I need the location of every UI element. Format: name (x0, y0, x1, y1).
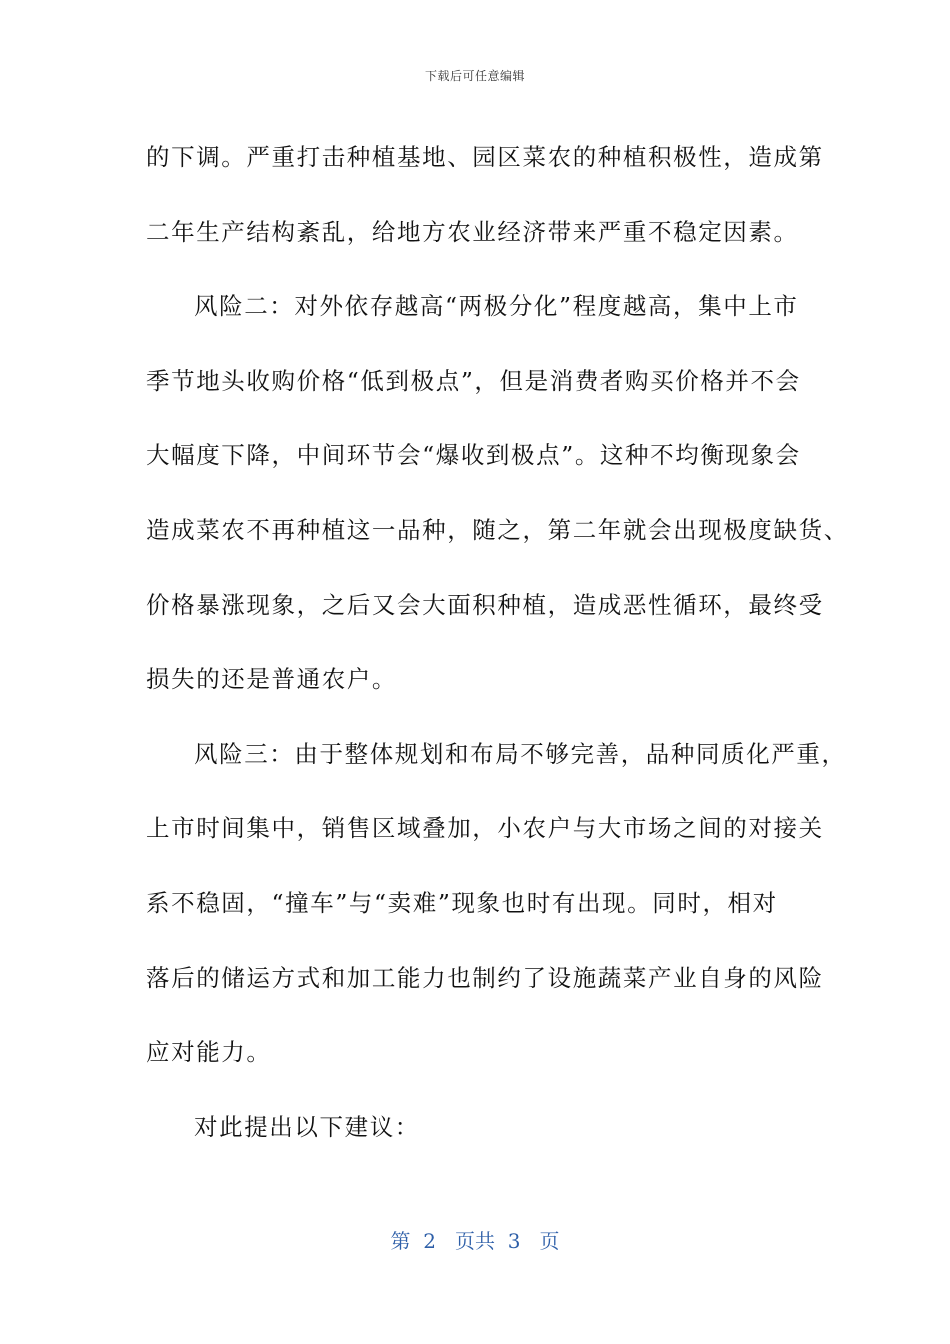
text-line: 落后的储运方式和加工能力也制约了设施蔬菜产业自身的风险 (146, 963, 824, 992)
document-body (146, 120, 849, 1164)
text-line: 上市时间集中，销售区域叠加，小农户与大市场之间的对接关 (146, 814, 824, 843)
page-number: 第 2 页共 3 页 (390, 1229, 560, 1253)
text-line: 的下调。严重打击种植基地、园区菜农的种植积极性，造成第 (146, 143, 824, 171)
text-line: 价格暴涨现象，之后又会大面积种植，造成恶性循环，最终受 (146, 590, 824, 619)
text-line: 应对能力。 (146, 1038, 272, 1067)
text-line: 大幅度下降，中间环节会“爆收到极点”。这种不均衡现象会 (146, 441, 801, 470)
text-line: 二年生产结构紊乱，给地方农业经济带来严重不稳定因素。 (146, 217, 799, 246)
paragraph-start-line: 风险二：对外依存越高“两极分化”程度越高，集中上市 (194, 292, 799, 321)
paragraph-start-line: 对此提出以下建议： (194, 1112, 420, 1141)
text-line: 季节地头收购价格“低到极点”，但是消费者购买价格并不会 (146, 366, 801, 395)
paragraph-start-line: 风险三：由于整体规划和布局不够完善，品种同质化严重， (194, 739, 847, 768)
text-line: 损失的还是普通农户。 (146, 665, 397, 694)
header-note: 下载后可任意编辑 (424, 69, 525, 83)
text-line: 系不稳固，“撞车”与“卖难”现象也时有出现。同时，相对 (146, 888, 778, 917)
text-line: 造成菜农不再种植这一品种，随之，第二年就会出现极度缺货、 (146, 515, 849, 544)
